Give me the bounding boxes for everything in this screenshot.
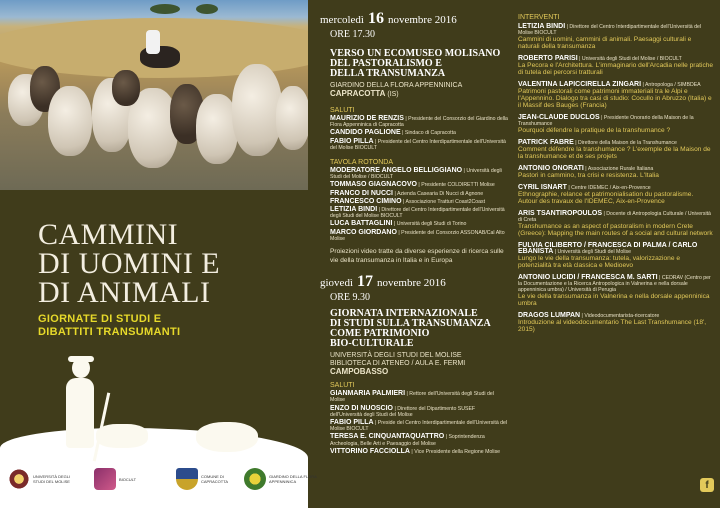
day2-event-title bbox=[330, 309, 508, 349]
talk-title: Patrimoni pastorali come patrimoni immateriali tra le Alpi e l'Appennino. Dialogo tra casi di studio: Cocullo in Abruzzo (Italia) e il Massif des Bauges (Francia) bbox=[518, 88, 712, 109]
speaker-role: Presidente del Consorzio ASSONAB/Cal Alto Molise bbox=[330, 229, 505, 242]
day2-date bbox=[320, 273, 508, 291]
intervento-speaker: VALENTINA LAPICCIRELLA ZINGARI | Antropologa / SIMBDEA bbox=[518, 81, 701, 88]
speaker-name: ANTONIO ONORATI bbox=[518, 165, 584, 172]
intervento-speaker: CYRIL ISNART | Centre IDEMEC / Aix-en-Provence bbox=[518, 184, 651, 191]
talk-title: Comment défendre la transhumance ? L'exemple de la Maison de la transhumance et de ses projets bbox=[518, 146, 711, 160]
poster-title bbox=[38, 220, 220, 307]
speaker-name: ROBERTO PARISI bbox=[518, 55, 578, 62]
photo-trees bbox=[150, 4, 180, 14]
subtitle-line: GIORNATE DI STUDI E bbox=[38, 313, 162, 325]
partner-logos bbox=[8, 468, 317, 504]
speaker-role: Presidente del Consorzio del Giardino della Flora Appenninica di Capracotta bbox=[330, 116, 508, 129]
speaker-name: TERESA E. CINQUANTAQUATTRO bbox=[330, 433, 445, 441]
day2-month: novembre 2016 bbox=[377, 277, 446, 290]
speaker-role: Azienda Casearia Di Nucci di Agnone bbox=[396, 190, 484, 197]
speaker-entry: VITTORINO FACCIOLLA | Vice Presidente della Regione Molise bbox=[330, 447, 501, 455]
day1-tavola-heading: TAVOLA ROTONDA bbox=[330, 159, 394, 167]
day1-month: novembre 2016 bbox=[387, 14, 457, 26]
venue-line: GIARDINO DELLA FLORA APPENNINICA bbox=[330, 82, 463, 89]
day2-weekday: giovedì bbox=[320, 277, 353, 290]
intervento-speaker: ROBERTO PARISI | Università degli Studi del Molise / BIOCULT bbox=[518, 55, 682, 62]
day2-venue bbox=[330, 352, 508, 377]
event-line: DI STUDI SULLA TRANSUMANZA bbox=[330, 318, 491, 330]
speaker-role: Direttore del Centro Interdipartimentale dell'Università degli Studi del Molise BIOCULT bbox=[330, 207, 505, 220]
unimol-logo bbox=[8, 468, 81, 490]
intervento-speaker: ANTONIO LUCIDI / FRANCESCA M. SARTI | CEDRAV (Centro per la Documentazione e la Ricerca Antropologica in Valnerina e nella dorsale appenninica umbra) / Università di Perugia bbox=[518, 274, 711, 293]
speaker-name: ANTONIO LUCIDI / FRANCESCA M. SARTI bbox=[518, 274, 658, 281]
biocult-logo bbox=[94, 468, 167, 490]
speaker-role: Direttore del Centro Interdipartimentale dell'Università del Molise BIOCULT bbox=[518, 24, 702, 36]
speaker-entry: LUCA BATTAGLINI | Università degli Studi di Torino bbox=[330, 220, 467, 228]
day1-time: ORE 17.30 bbox=[330, 29, 375, 40]
venue-town: CAMPOBASSO bbox=[330, 367, 389, 377]
talk-title: Transhumance as an aspect of pastoralism in modern Crete (Greece): Mapping the main routes of a social and cultural network bbox=[518, 223, 713, 237]
event-line: DELLA TRANSUMANZA bbox=[330, 68, 446, 79]
speaker-name: FRANCESCO CIMINO bbox=[330, 197, 402, 205]
day2-saluti-heading: SALUTI bbox=[330, 382, 355, 390]
logo-text: BIOCULT bbox=[119, 476, 137, 482]
speaker-name: CANDIDO PAGLIONE bbox=[330, 129, 401, 137]
logo-text: COMUNE DI CAPRACOTTA bbox=[201, 474, 229, 484]
speaker-entry: GIANMARIA PALMIERI | Rettore dell'Università degli Studi del Molise bbox=[330, 390, 494, 404]
speaker-name: DRAGOS LUMPAN bbox=[518, 312, 581, 319]
speaker-name: JEAN-CLAUDE DUCLOS bbox=[518, 114, 600, 121]
title-line: DI ANIMALI bbox=[38, 276, 211, 309]
speaker-name: FABIO PILLA bbox=[330, 419, 374, 427]
speaker-name: FABIO PILLA bbox=[330, 137, 374, 145]
speaker-role: Rettore dell'Università degli Studi del Molise bbox=[330, 391, 494, 404]
speaker-name: LUCA BATTAGLINI bbox=[330, 220, 393, 228]
subtitle-line: DIBATTITI TRANSUMANTI bbox=[38, 326, 181, 338]
intervento-speaker: LETIZIA BINDI | Direttore del Centro Interdipartimentale dell'Università del Molise BIOCULT bbox=[518, 23, 702, 36]
day1-weekday: mercoledì bbox=[320, 14, 364, 26]
speaker-entry: TERESA E. CINQUANTAQUATTRO | Soprintendenza Archeologia, Belle Arti e Paesaggio del Molise bbox=[330, 433, 485, 447]
biocult-logo-icon bbox=[94, 468, 116, 490]
facebook-icon[interactable]: f bbox=[700, 478, 714, 492]
intervento-speaker: JEAN-CLAUDE DUCLOS | Presidente Onorario della Maison de la Transhumance bbox=[518, 114, 694, 127]
speaker-name: MODERATORE ANGELO BELLIGGIANO bbox=[330, 167, 463, 175]
venue-prov: (IS) bbox=[387, 91, 399, 98]
speaker-name: VITTORINO FACCIOLLA bbox=[330, 447, 410, 455]
photo-sheep bbox=[232, 64, 282, 156]
speaker-role: Associazione Rurale Italiana bbox=[587, 166, 654, 172]
speaker-role: Sindaco di Capracotta bbox=[404, 130, 456, 137]
speaker-name: MARCO GIORDANO bbox=[330, 228, 397, 236]
speaker-entry: MARCO GIORDANO | Presidente del Consorzio ASSONAB/Cal Alto Molise bbox=[330, 228, 505, 242]
capracotta-logo bbox=[176, 468, 249, 490]
speaker-name: LETIZIA BINDI bbox=[518, 23, 566, 30]
speaker-entry: ENZO DI NUOSCIO | Direttore del Dipartimento SUSEF dell'Università degli Studi del Molise bbox=[330, 404, 476, 418]
intervento-speaker: FULVIA CILIBERTO / FRANCESCA DI PALMA / CARLO EBANISTA | Università degli Studi del Molise bbox=[518, 242, 698, 255]
speaker-role: Presidente COLDIRETTI Molise bbox=[421, 182, 495, 189]
speaker-role: Presidente del Centro Interdipartimentale dell'Università del Molise BIOCULT bbox=[330, 138, 506, 151]
speaker-name: GIANMARIA PALMIERI bbox=[330, 390, 406, 398]
intervento-speaker: DRAGOS LUMPAN | Videodocumentarista-ricercatore bbox=[518, 312, 660, 319]
intervento-speaker: ANTONIO ONORATI | Associazione Rurale Italiana bbox=[518, 165, 654, 172]
poster-subtitle bbox=[38, 313, 180, 339]
day2-time: ORE 9.30 bbox=[330, 292, 370, 304]
speaker-role: Vice Presidente della Regione Molise bbox=[414, 448, 501, 455]
day1-date bbox=[320, 10, 508, 28]
title-line: DI UOMINI E bbox=[38, 247, 221, 280]
logo-text: UNIVERSITÀ DEGLI STUDI DEL MOLISE bbox=[33, 474, 71, 484]
day1-venue bbox=[330, 82, 508, 99]
speaker-name: FRANCO DI NUCCI bbox=[330, 189, 393, 197]
talk-title: Pastori in cammino, tra crisi e resistenza. L'Italia bbox=[518, 172, 659, 179]
speaker-entry: MAURIZIO DE RENZIS | Presidente del Consorzio del Giardino della Flora Appenninica di Capracotta bbox=[330, 115, 508, 129]
speaker-name: TOMMASO GIAGNACOVO bbox=[330, 181, 417, 189]
day1-projection-note: Proiezioni video tratte da diverse esperienze di ricerca sulle vie della transumanza in Italia e in Europa bbox=[330, 248, 504, 264]
logo-text: GIARDINO DELLA FLORA APPENNINICA bbox=[269, 474, 317, 484]
talk-title: Ethnographie, relance et patrimonialisation du pastoralisme. Autour des travaux de l'IDEMEC, Aix-en-Provence bbox=[518, 191, 694, 205]
event-line: BIO-CULTURALE bbox=[330, 338, 414, 350]
talk-title: Lungo le vie della transumanza: tutela, valorizzazione e potenzialità tra età classica e Medioevo bbox=[518, 255, 681, 269]
venue-line: UNIVERSITÀ DEGLI STUDI DEL MOLISE bbox=[330, 352, 462, 360]
speaker-name: CYRIL ISNART bbox=[518, 184, 567, 191]
talk-title: Le vie della transumanza in Valnerina e nella dorsale appenninica umbra bbox=[518, 293, 710, 307]
speaker-role: Videodocumentarista-ricercatore bbox=[584, 313, 660, 319]
speaker-entry: CANDIDO PAGLIONE | Sindaco di Capracotta bbox=[330, 129, 456, 137]
photo-sheep bbox=[112, 70, 140, 106]
event-line: VERSO UN ECOMUSEO MOLISANO bbox=[330, 48, 501, 59]
speaker-role: Presidente Onorario della Maison de la Transhumance bbox=[518, 115, 694, 127]
day1-saluti-list bbox=[320, 116, 508, 151]
speaker-role: Università degli Studi del Molise / BIOCULT bbox=[330, 168, 502, 181]
giardino-logo-icon bbox=[244, 468, 266, 490]
speaker-role: Antropologa / SIMBDEA bbox=[644, 82, 701, 88]
speaker-role: Direttore della Maison de la Transhumance bbox=[577, 140, 677, 146]
program-column bbox=[320, 10, 508, 455]
venue-line: BIBLIOTECA DI ATENEO / AULA E. FERMI bbox=[330, 360, 466, 368]
sheep-silhouette bbox=[196, 422, 258, 452]
speaker-role: Università degli Studi del Molise / BIOCULT bbox=[581, 56, 682, 62]
talk-title: Introduzione al videodocumentario The Last Transhumance (18', 2015) bbox=[518, 319, 707, 333]
speaker-role: Università degli Studi di Torino bbox=[396, 221, 467, 228]
day1-day: 16 bbox=[367, 10, 384, 27]
day1-tavola-list bbox=[320, 168, 508, 242]
speaker-name: MAURIZIO DE RENZIS bbox=[330, 115, 404, 122]
dog-silhouette bbox=[96, 424, 148, 448]
speaker-role: Associazione Tratturi Coast2Coast bbox=[405, 198, 486, 205]
speaker-entry: FRANCESCO CIMINO | Associazione Tratturi Coast2Coast bbox=[330, 197, 486, 205]
interventi-column bbox=[518, 14, 714, 339]
speaker-role: Direttore del Dipartimento SUSEF dell'Università degli Studi del Molise bbox=[330, 405, 476, 418]
interventi-heading: INTERVENTI bbox=[518, 14, 560, 21]
speaker-role: Centre IDEMEC / Aix-en-Provence bbox=[571, 185, 651, 191]
interventi-list bbox=[518, 24, 714, 333]
day2-day: 17 bbox=[357, 273, 373, 291]
speaker-role: CEDRAV (Centro per la Documentazione e la Ricerca Antropologica in Valnerina e nella dorsale appenninica umbra) / Università di Perugia bbox=[518, 275, 711, 293]
speaker-entry: TOMMASO GIAGNACOVO | Presidente COLDIRETTI Molise bbox=[330, 181, 495, 189]
speaker-name: ENZO DI NUOSCIO bbox=[330, 404, 394, 412]
speaker-name: PATRICK FABRE bbox=[518, 139, 574, 146]
speaker-name: VALENTINA LAPICCIRELLA ZINGARI bbox=[518, 81, 642, 88]
speaker-entry: FABIO PILLA | Presidente del Centro Interdipartimentale dell'Università del Molise BIOCULT bbox=[330, 137, 506, 151]
intervento-speaker: ARIS TSANTIROPOULOS | Docente di Antropologia Culturale / Università di Creta bbox=[518, 210, 711, 223]
photo-sheep bbox=[276, 86, 308, 150]
day2-saluti-list bbox=[320, 391, 508, 455]
intervento-speaker: PATRICK FABRE | Direttore della Maison de la Transhumance bbox=[518, 139, 677, 146]
speaker-role: Preside del Centro Interdipartimentale dell'Università del Molise BIOCULT bbox=[330, 420, 508, 433]
event-line: DEL PASTORALISMO E bbox=[330, 58, 442, 69]
speaker-role: Soprintendenza Archeologia, Belle Arti e Paesaggio del Molise bbox=[330, 434, 485, 447]
talk-title: Pourquoi défendre la pratique de la transhumance ? bbox=[518, 127, 671, 134]
day1-event-title bbox=[330, 49, 508, 79]
capracotta-crest-icon bbox=[176, 468, 198, 490]
shepherd-body bbox=[66, 378, 94, 448]
speaker-entry: LETIZIA BINDI | Direttore del Centro Interdipartimentale dell'Università degli Studi del Molise BIOCULT bbox=[330, 206, 505, 220]
speaker-entry: FABIO PILLA | Preside del Centro Interdipartimentale dell'Università del Molise BIOCULT bbox=[330, 419, 508, 433]
photo-trees bbox=[196, 4, 218, 14]
speaker-name: FULVIA CILIBERTO / FRANCESCA DI PALMA / CARLO EBANISTA bbox=[518, 242, 698, 255]
talk-title: Cammini di uomini, cammini di animali. Paesaggi culturali e naturali della transumanza bbox=[518, 36, 692, 50]
unimol-logo-icon bbox=[8, 468, 30, 490]
talk-title: La Pecora e l'Architettura. L'immaginario dell'Arcadia nelle pratiche di tutela dei percorsi tratturali bbox=[518, 62, 714, 76]
day1-saluti-heading: SALUTI bbox=[330, 107, 355, 114]
speaker-name: ARIS TSANTIROPOULOS bbox=[518, 210, 603, 217]
event-line: COME PATRIMONIO bbox=[330, 328, 430, 340]
speaker-role: Docente di Antropologia Culturale / Università di Creta bbox=[518, 211, 711, 223]
speaker-entry: MODERATORE ANGELO BELLIGGIANO | Università degli Studi del Molise / BIOCULT bbox=[330, 167, 502, 181]
giardino-logo bbox=[244, 468, 317, 490]
speaker-role: Università degli Studi del Molise bbox=[557, 249, 632, 255]
speaker-name: LETIZIA BINDI bbox=[330, 206, 378, 214]
shepherd-head bbox=[72, 358, 90, 378]
event-line: GIORNATA INTERNAZIONALE bbox=[330, 308, 478, 320]
speaker-entry: FRANCO DI NUCCI | Azienda Casearia Di Nucci di Agnone bbox=[330, 189, 484, 197]
photo-rider bbox=[146, 30, 160, 54]
venue-town: CAPRACOTTA bbox=[330, 89, 386, 98]
photo-sheep bbox=[48, 86, 92, 156]
flock-photo bbox=[0, 0, 308, 190]
title-line: CAMMINI bbox=[38, 218, 179, 251]
